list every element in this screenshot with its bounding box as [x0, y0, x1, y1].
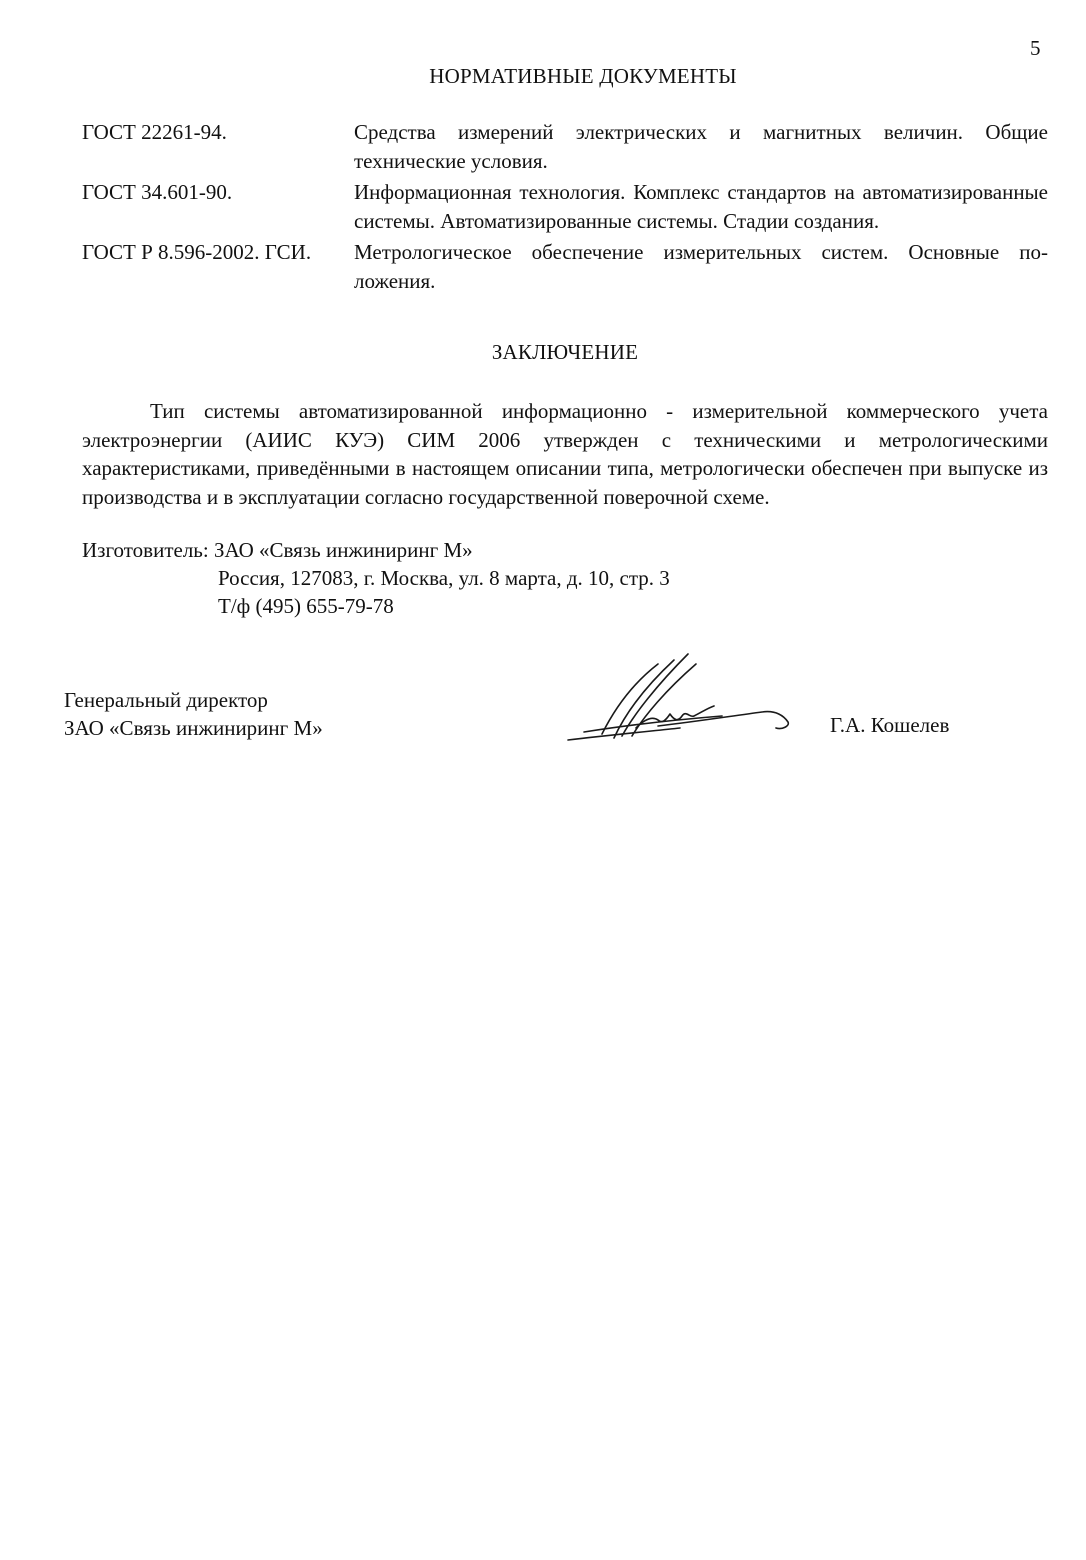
manufacturer-address: Россия, 127083, г. Москва, ул. 8 марта, д. 10, стр. 3 — [218, 566, 670, 590]
doc-code: ГОСТ 34.601-90. — [82, 180, 233, 204]
doc-description: Средства измерений электрических и магнитных величин. Общие технические условия. — [354, 120, 1048, 173]
doc-code: ГОСТ Р 8.596-2002. ГСИ. — [82, 240, 312, 264]
page-number: 5 — [1030, 36, 1041, 60]
manufacturer-block — [82, 536, 670, 620]
signer-name: Г.А. Кошелев — [830, 713, 950, 737]
manufacturer-phone: Т/ф (495) 655-79-78 — [218, 594, 394, 618]
signer-position-title: Генеральный директор — [64, 688, 268, 712]
normative-heading: НОРМАТИВНЫЕ ДОКУМЕНТЫ — [429, 64, 737, 88]
signer-position — [64, 686, 323, 742]
signer-position-company: ЗАО «Связь инжиниринг М» — [64, 716, 323, 740]
doc-code: ГОСТ 22261-94. — [82, 120, 227, 144]
doc-description: Метрологическое обеспечение измерительных систем. Основные положения. — [354, 240, 1048, 293]
doc-description: Информационная технология. Комплекс стандартов на автоматизированные системы. Автоматизированные системы. Стадии создания. — [354, 180, 1048, 233]
handwritten-signature — [562, 650, 802, 750]
normative-item — [82, 238, 1048, 296]
conclusion-heading: ЗАКЛЮЧЕНИЕ — [491, 340, 639, 364]
normative-item — [82, 118, 1048, 176]
conclusion-text: Тип системы автоматизированной информационно - измерительной коммерческого учета электроэнергии (АИИС КУЭ) СИМ 2006 утвержден с техническими и метрологическими характеристиками, приведёнными в настоящем описании типа, метрологически обеспечен при выпуске из производства и в эксплуатации согласно государственной поверочной схеме. — [82, 399, 1048, 509]
normative-item — [82, 178, 1048, 236]
manufacturer-name: Изготовитель: ЗАО «Связь инжиниринг М» — [82, 538, 473, 562]
normative-list — [82, 118, 1048, 298]
